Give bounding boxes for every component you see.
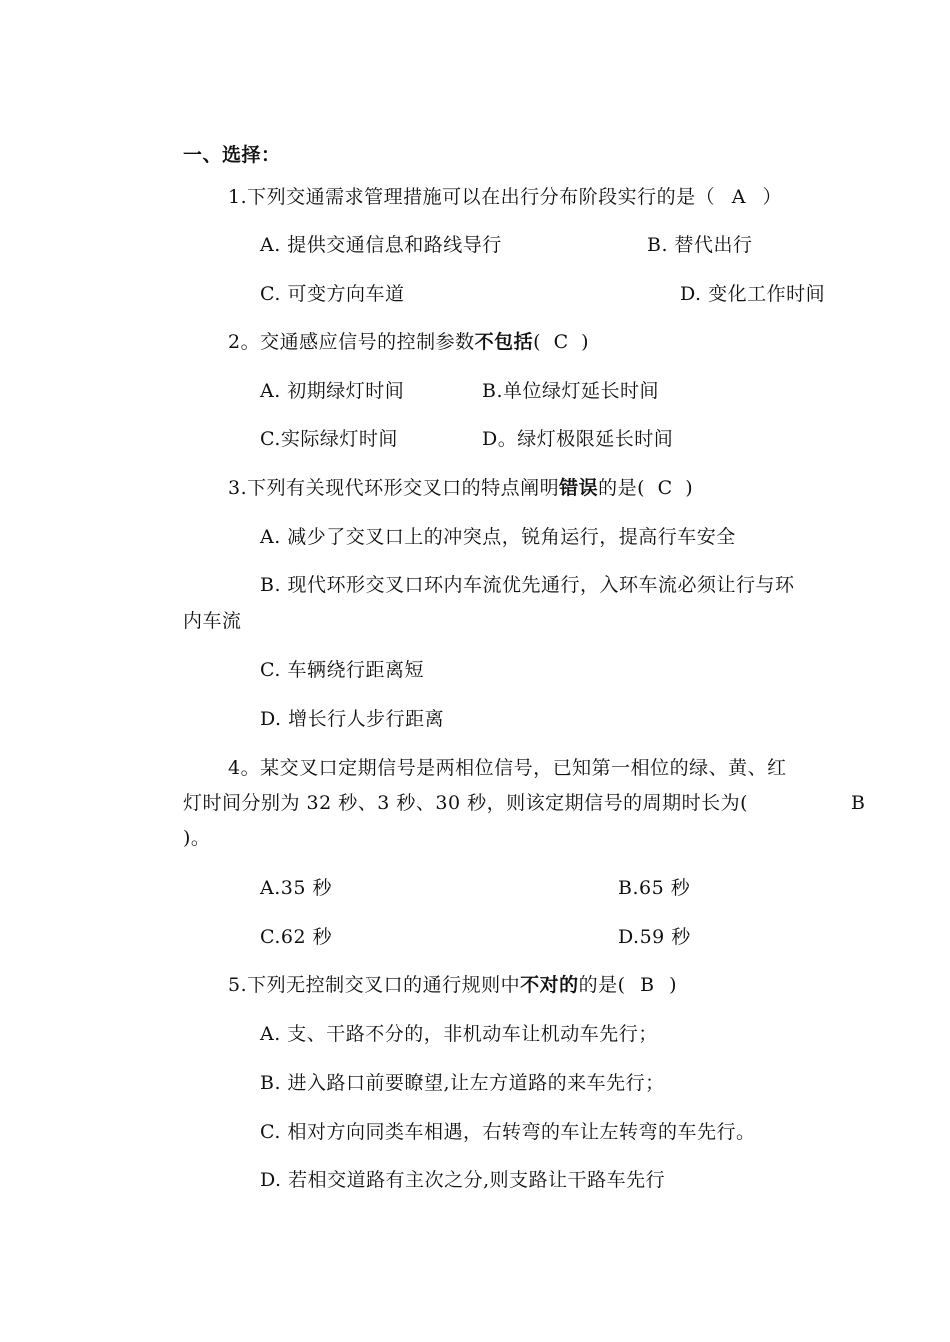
option-b: B. 现代环形交叉口环内车流优先通行，入环车流必须让行与环	[260, 574, 795, 596]
answer-letter: C	[553, 331, 569, 353]
question-stem-text: 2。交通感应信号的控制参数	[228, 331, 475, 353]
option-b: B.65 秒	[618, 877, 691, 899]
question-stem-open: (	[533, 331, 542, 353]
question-keyword: 不包括	[474, 331, 534, 353]
answer-letter: C	[657, 477, 673, 499]
option-c: C. 相对方向同类车相遇，右转弯的车让左转弯的车先行。	[260, 1121, 756, 1143]
option-b: B.单位绿灯延长时间	[482, 380, 660, 402]
question-stem-close: )	[581, 331, 590, 353]
question-stem-close: ）	[762, 186, 782, 208]
option-d: D. 增长行人步行距离	[260, 708, 445, 730]
option-c: C.62 秒	[260, 926, 333, 948]
question-stem-post: 的是(	[598, 477, 646, 499]
question-4-line-2	[183, 791, 748, 815]
question-stem-post: 的是(	[578, 974, 626, 996]
question-3-stem	[228, 476, 693, 500]
question-5-stem	[228, 973, 677, 997]
option-d: D.59 秒	[618, 926, 691, 948]
option-c: C. 可变方向车道	[260, 283, 405, 305]
option-a: A. 支、干路不分的，非机动车让机动车先行；	[260, 1023, 658, 1045]
option-d: D。绿灯极限延长时间	[482, 428, 674, 450]
option-a: A.35 秒	[260, 877, 332, 899]
option-c: C.实际绿灯时间	[260, 428, 398, 450]
question-4-line-1: 4。某交叉口定期信号是两相位信号，已知第一相位的绿、黄、红	[228, 757, 787, 779]
question-stem-close: )	[669, 974, 678, 996]
question-keyword: 错误	[559, 477, 599, 499]
question-4-line-3: )。	[183, 827, 211, 849]
question-stem-text: 5.下列无控制交叉口的通行规则中	[228, 974, 521, 996]
option-a: A. 减少了交叉口上的冲突点，锐角运行，提高行车安全	[260, 526, 736, 548]
option-b-continuation: 内车流	[183, 610, 242, 632]
option-d: D. 变化工作时间	[680, 283, 826, 305]
answer-letter: B	[640, 974, 655, 996]
section-heading: 一、选择：	[183, 144, 281, 166]
option-c: C. 车辆绕行距离短	[260, 659, 424, 681]
option-a: A. 初期绿灯时间	[260, 380, 405, 402]
answer-letter: B	[851, 792, 866, 814]
question-stem-text: 3.下列有关现代环形交叉口的特点阐明	[228, 477, 560, 499]
option-a: A. 提供交通信息和路线导行	[260, 234, 502, 256]
question-stem-text: 灯时间分别为 32 秒、3 秒、30 秒，则该定期信号的周期时长为(	[183, 792, 749, 814]
answer-letter: A	[731, 186, 746, 208]
option-d: D. 若相交道路有主次之分,则支路让干路车先行	[260, 1169, 666, 1191]
option-b: B. 替代出行	[647, 234, 753, 256]
option-b: B. 进入路口前要瞭望,让左方道路的来车先行；	[260, 1072, 665, 1094]
question-stem-close: )	[685, 477, 694, 499]
question-2-stem	[228, 330, 589, 354]
question-1-stem	[228, 185, 782, 209]
question-keyword: 不对的	[520, 974, 579, 996]
question-stem-text: 1.下列交通需求管理措施可以在出行分布阶段实行的是（	[228, 186, 716, 208]
